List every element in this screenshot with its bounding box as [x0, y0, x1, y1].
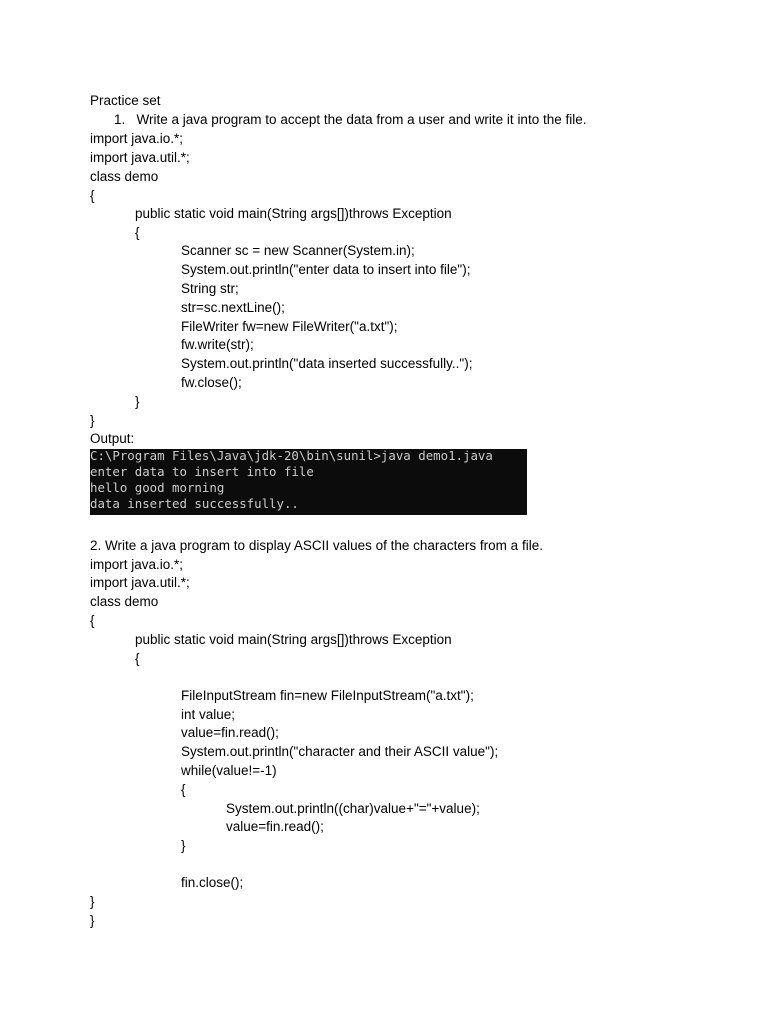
code-line: { — [135, 651, 140, 666]
code-line: FileWriter fw=new FileWriter("a.txt"); — [181, 319, 398, 334]
question-2-title: 2. Write a java program to display ASCII values of the characters from a file. — [90, 538, 543, 553]
code-line: while(value!=-1) — [181, 763, 277, 778]
code-line: str=sc.nextLine(); — [181, 300, 285, 315]
code-line: import java.util.*; — [90, 150, 190, 165]
terminal-line: enter data to insert into file — [90, 464, 314, 479]
code-line: System.out.println((char)value+"="+value); — [226, 801, 480, 816]
code-line: } — [90, 894, 95, 909]
code-line: FileInputStream fin=new FileInputStream("a.txt"); — [181, 688, 474, 703]
code-line: } — [90, 913, 95, 928]
output-label: Output: — [90, 431, 135, 446]
code-line: { — [90, 613, 95, 628]
code-line: class demo — [90, 594, 159, 609]
code-line: value=fin.read(); — [181, 725, 279, 740]
code-line: System.out.println("enter data to insert into file"); — [181, 262, 471, 277]
terminal-line: hello good morning — [90, 480, 225, 495]
code-line: int value; — [181, 707, 236, 722]
question-1-title: 1. Write a java program to accept the data from a user and write it into the file. — [114, 112, 587, 127]
document-heading: Practice set — [90, 93, 161, 108]
terminal-output-screenshot — [90, 449, 527, 515]
code-line: import java.io.*; — [90, 557, 184, 572]
terminal-line: C:\Program Files\Java\jdk-20\bin\sunil>java demo1.java — [90, 449, 493, 463]
code-line: import java.io.*; — [90, 131, 184, 146]
code-line: public static void main(String args[])throws Exception — [135, 206, 452, 221]
code-line: { — [90, 188, 95, 203]
code-line: } — [135, 394, 140, 409]
code-line: fin.close(); — [181, 875, 244, 890]
code-line: value=fin.read(); — [226, 819, 324, 834]
code-line: } — [181, 838, 186, 853]
code-line: String str; — [181, 281, 239, 296]
code-line: import java.util.*; — [90, 575, 190, 590]
code-line: fw.write(str); — [181, 337, 254, 352]
code-line: System.out.println("character and their ASCII value"); — [181, 744, 499, 759]
code-line: Scanner sc = new Scanner(System.in); — [181, 243, 415, 258]
code-line: fw.close(); — [181, 375, 242, 390]
code-line: public static void main(String args[])throws Exception — [135, 632, 452, 647]
code-line: { — [135, 225, 140, 240]
code-line: class demo — [90, 169, 159, 184]
terminal-line: data inserted successfully.. — [90, 496, 299, 511]
code-line: { — [181, 782, 186, 797]
code-line: } — [90, 413, 95, 428]
code-line: System.out.println("data inserted successfully.."); — [181, 356, 473, 371]
